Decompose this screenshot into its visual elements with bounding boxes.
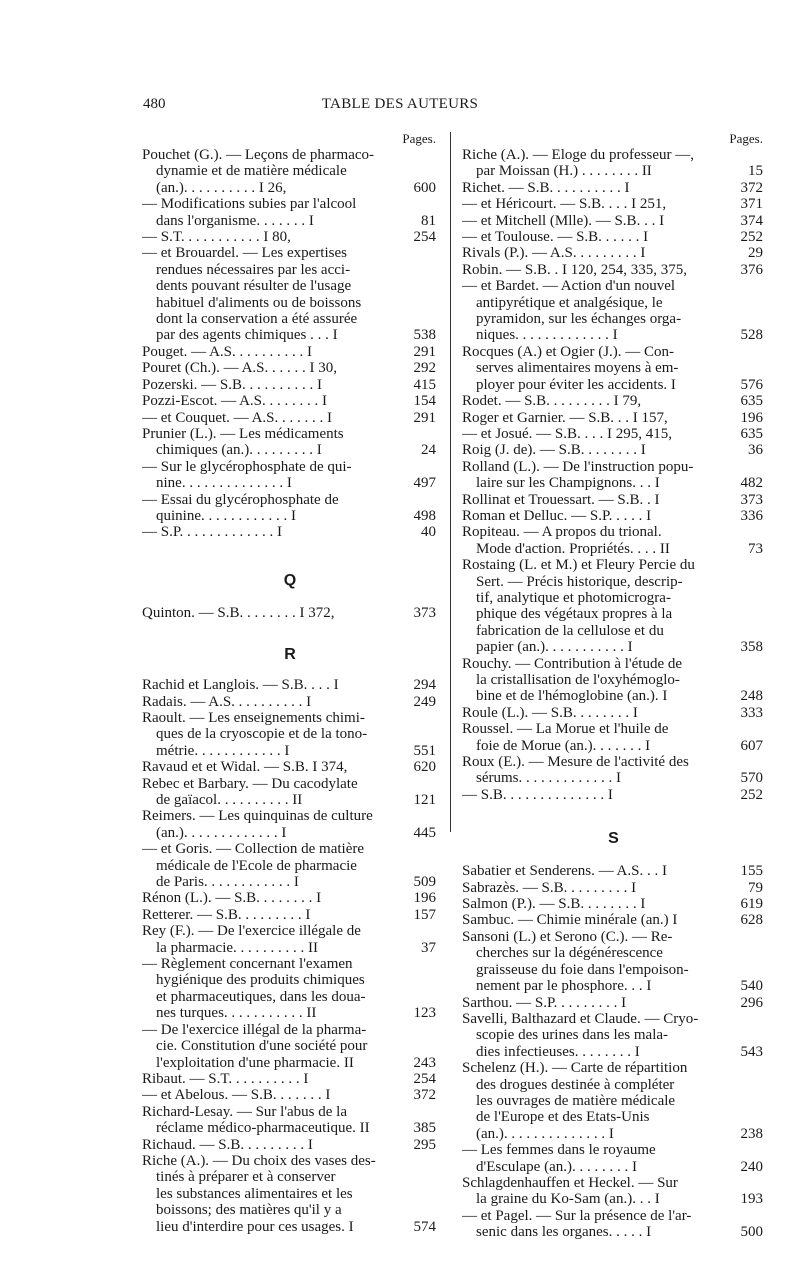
entry-text-line: métrie. . . . . . . . . . . . I <box>156 742 290 759</box>
entry-page-number: 333 <box>740 704 763 721</box>
index-entry <box>142 677 438 693</box>
entry-text-line: (an.). . . . . . . . . . I 26, <box>156 179 287 196</box>
index-entry <box>462 262 765 278</box>
index-entry <box>142 776 438 809</box>
entry-text-line: de l'Europe et des Etats-Unis <box>476 1109 650 1126</box>
entry-text-line: Mode d'action. Propriétés. . . . II <box>476 540 670 557</box>
index-entry <box>142 492 438 525</box>
entry-page-number: 635 <box>740 425 763 442</box>
entry-page-number: 196 <box>413 890 436 907</box>
index-entry <box>462 229 765 245</box>
entry-text-line: — et Couquet. — A.S. . . . . . . I <box>142 409 332 426</box>
entry-page-number: 482 <box>740 475 763 492</box>
right-column <box>462 131 765 1241</box>
index-entry <box>142 890 438 906</box>
entry-page-number: 73 <box>748 540 763 557</box>
entries-block-r-left <box>142 677 438 1235</box>
index-entry <box>142 907 438 923</box>
entry-text-line: de Paris. . . . . . . . . . . . I <box>156 874 299 891</box>
entry-text-line: Radais. — A.S. . . . . . . . . . I <box>142 693 312 710</box>
entry-page-number: 635 <box>740 393 763 410</box>
index-entry <box>142 1104 438 1137</box>
entry-text-line: — Les femmes dans le royaume <box>462 1142 656 1159</box>
entry-text-line: Pouget. — A.S. . . . . . . . . . I <box>142 343 313 360</box>
entry-page-number: 619 <box>740 896 763 913</box>
entry-text-line: par Moissan (H.) . . . . . . . . II <box>476 163 652 180</box>
index-entry <box>462 863 765 879</box>
index-entry <box>142 956 438 1022</box>
index-entry <box>142 1087 438 1103</box>
entry-text-line: d'Esculape (an.). . . . . . . . I <box>476 1158 637 1175</box>
entry-text-line: les substances alimentaires et les <box>156 1185 353 1202</box>
entry-page-number: 123 <box>413 1005 436 1022</box>
index-entry <box>142 393 438 409</box>
index-entry <box>142 360 438 376</box>
section-letter-s: S <box>608 830 619 848</box>
entry-text-line: médicale de l'Ecole de pharmacie <box>156 857 357 874</box>
entry-text-line: Sambuc. — Chimie minérale (an.) I <box>462 912 678 929</box>
entry-page-number: 336 <box>740 507 763 524</box>
entry-text-line: Rouchy. — Contribution à l'étude de <box>462 655 683 672</box>
entry-page-number: 254 <box>413 1070 436 1087</box>
index-entry <box>462 557 765 655</box>
entry-text-line: dents pouvant résulter de l'usage <box>156 278 352 295</box>
entry-text-line: — et Abelous. — S.B. . . . . . . I <box>142 1087 331 1104</box>
entry-text-line: (an.). . . . . . . . . . . . . . I <box>476 1125 614 1142</box>
index-entry <box>142 524 438 540</box>
entry-text-line: Schelenz (H.). — Carte de répartition <box>462 1060 688 1077</box>
entry-text-line: habituel d'aliments ou de boissons <box>156 294 362 311</box>
entry-page-number: 358 <box>740 639 763 656</box>
entry-page-number: 292 <box>413 360 436 377</box>
entry-page-number: 240 <box>740 1158 763 1175</box>
entry-page-number: 24 <box>421 442 436 459</box>
index-entry <box>142 377 438 393</box>
index-entry <box>142 808 438 841</box>
entry-text-line: la graine du Ko-Sam (an.). . . I <box>476 1191 660 1208</box>
entry-text-line: nes turques. . . . . . . . . . . II <box>156 1005 317 1022</box>
entry-text-line: — et Goris. — Collection de matière <box>142 841 365 858</box>
entry-page-number: 373 <box>740 491 763 508</box>
entries-block-q <box>142 605 438 621</box>
entry-text-line: — et Brouardel. — Les expertises <box>142 245 347 262</box>
entry-text-line: — Modifications subies par l'alcool <box>142 196 357 213</box>
entry-text-line: Riche (A.). — Du choix des vases des- <box>142 1152 376 1169</box>
index-entry <box>142 694 438 710</box>
entry-text-line: dans l'organisme. . . . . . . I <box>156 212 314 229</box>
entry-text-line: chimiques (an.). . . . . . . . . I <box>156 442 322 459</box>
entry-text-line: boissons; des matières qu'il y a <box>156 1202 342 1219</box>
entry-text-line: Pozerski. — S.B. . . . . . . . . . I <box>142 376 322 393</box>
entry-text-line: Rodet. — S.B. . . . . . . . . I 79, <box>462 393 642 410</box>
index-entry <box>142 1153 438 1235</box>
entry-text-line: Reimers. — Les quinquinas de culture <box>142 808 373 825</box>
entry-text-line: Raoult. — Les enseignements chimi- <box>142 709 365 726</box>
entry-page-number: 296 <box>740 994 763 1011</box>
entry-text-line: scopie des urines dans les mala- <box>476 1027 669 1044</box>
running-title: TABLE DES AUTEURS <box>321 96 479 112</box>
entry-page-number: 252 <box>740 229 763 246</box>
index-entry <box>142 1071 438 1087</box>
entry-text-line: Rebec et Barbary. — Du cacodylate <box>142 775 358 792</box>
index-entry <box>142 841 438 890</box>
entry-text-line: — S.T. . . . . . . . . . . I 80, <box>142 229 291 246</box>
entry-text-line: des drogues destinée à compléter <box>476 1076 675 1093</box>
entry-page-number: 254 <box>413 229 436 246</box>
index-entry <box>142 710 438 759</box>
entry-text-line: pyramidon, sur les échanges orga- <box>476 311 682 328</box>
index-entry <box>462 492 765 508</box>
entry-page-number: 238 <box>740 1125 763 1142</box>
entry-text-line: Sansoni (L.) et Serono (C.). — Re- <box>462 928 673 945</box>
entry-page-number: 376 <box>740 261 763 278</box>
index-entry <box>462 1175 765 1208</box>
entry-text-line: nine. . . . . . . . . . . . . . I <box>156 475 292 492</box>
entry-page-number: 576 <box>740 376 763 393</box>
entry-text-line: Ravaud et et Widal. — S.B. I 374, <box>142 759 348 776</box>
entry-page-number: 373 <box>413 604 436 621</box>
entry-text-line: dynamie et de matière médicale <box>156 163 347 180</box>
index-entry <box>462 912 765 928</box>
entry-text-line: ployer pour éviter les accidents. I <box>476 376 676 393</box>
entry-text-line: Roussel. — La Morue et l'huile de <box>462 721 669 738</box>
pages-column-label: Pages. <box>729 131 763 146</box>
entry-page-number: 509 <box>413 874 436 891</box>
entry-page-number: 445 <box>413 824 436 841</box>
index-entry <box>462 995 765 1011</box>
index-entry <box>462 213 765 229</box>
entry-page-number: 193 <box>740 1191 763 1208</box>
entry-text-line: cie. Constitution d'une société pour <box>156 1038 368 1055</box>
entry-text-line: Sabrazès. — S.B. . . . . . . . . I <box>462 879 637 896</box>
index-entry <box>462 656 765 705</box>
index-entry <box>462 508 765 524</box>
left-column <box>142 131 438 1235</box>
index-entry <box>462 754 765 787</box>
index-entry <box>462 344 765 393</box>
entry-page-number: 372 <box>413 1087 436 1104</box>
page-number: 480 <box>143 96 166 112</box>
entry-page-number: 157 <box>413 906 436 923</box>
entry-page-number: 497 <box>413 475 436 492</box>
entry-text-line: hygiénique des produits chimiques <box>156 972 365 989</box>
section-letter-r: R <box>284 646 296 664</box>
entry-text-line: et pharmaceutiques, dans les doua- <box>156 988 366 1005</box>
index-entry <box>142 1022 438 1071</box>
entry-page-number: 415 <box>413 376 436 393</box>
entry-text-line: Roger et Garnier. — S.B. . . I 157, <box>462 409 668 426</box>
index-entry <box>462 147 765 180</box>
column-divider <box>450 132 451 832</box>
entry-text-line: Roman et Delluc. — S.P. . . . . I <box>462 507 652 524</box>
entry-page-number: 574 <box>413 1218 436 1235</box>
entry-text-line: Rachid et Langlois. — S.B. . . . I <box>142 677 339 694</box>
entry-text-line: la cristallisation de l'oxyhémoglo- <box>476 672 680 688</box>
index-entry <box>462 524 765 557</box>
entry-text-line: lieu d'interdire pour ces usages. I <box>156 1218 354 1235</box>
index-entry <box>142 605 438 621</box>
index-entry <box>462 459 765 492</box>
entry-page-number: 40 <box>421 524 436 541</box>
entry-text-line: — De l'exercice illégal de la pharma- <box>142 1021 367 1038</box>
entry-text-line: — et Bardet. — Action d'un nouvel <box>462 278 676 295</box>
entry-page-number: 252 <box>740 786 763 803</box>
index-entry <box>462 721 765 754</box>
entry-page-number: 570 <box>740 770 763 787</box>
entry-text-line: réclame médico-pharmaceutique. II <box>156 1120 370 1137</box>
index-entry <box>462 787 765 803</box>
entry-text-line: nement par le phosphore. . . I <box>476 978 652 995</box>
index-entry <box>142 759 438 775</box>
entry-text-line: — Règlement concernant l'examen <box>142 956 353 973</box>
entry-text-line: Sert. — Précis historique, descrip- <box>476 573 683 590</box>
entry-text-line: Pouchet (G.). — Leçons de pharmaco- <box>142 147 375 163</box>
entry-page-number: 628 <box>740 912 763 929</box>
entry-page-number: 294 <box>413 677 436 694</box>
index-entry <box>142 426 438 459</box>
entry-text-line: par des agents chimiques . . . I <box>156 327 338 344</box>
entry-page-number: 81 <box>421 212 436 229</box>
entry-text-line: Roux (E.). — Mesure de l'activité des <box>462 754 689 771</box>
entry-text-line: Savelli, Balthazard et Claude. — Cryo- <box>462 1010 699 1027</box>
entry-text-line: Roule (L.). — S.B. . . . . . . . I <box>462 704 638 721</box>
entry-page-number: 196 <box>740 409 763 426</box>
entry-text-line: Roig (J. de). — S.B. . . . . . . . I <box>462 442 646 459</box>
entry-text-line: senic dans les organes. . . . . I <box>476 1224 652 1241</box>
pages-column-label: Pages. <box>402 131 436 146</box>
entry-text-line: bine et de l'hémoglobine (an.). I <box>476 688 668 705</box>
entry-text-line: Riche (A.). — Eloge du professeur —, <box>462 147 695 163</box>
entry-text-line: Rostaing (L. et M.) et Fleury Percie du <box>462 557 695 574</box>
entry-text-line: rendues nécessaires par les acci- <box>156 261 351 278</box>
entry-text-line: cherches sur la dégénérescence <box>476 945 663 962</box>
index-entry <box>462 196 765 212</box>
entry-page-number: 79 <box>748 879 763 896</box>
entry-text-line: Pouret (Ch.). — A.S. . . . . . I 30, <box>142 360 337 377</box>
entry-page-number: 385 <box>413 1120 436 1137</box>
entry-text-line: Rivals (P.). — A.S. . . . . . . . . I <box>462 245 646 262</box>
entry-text-line: fabrication de la cellulose et du <box>476 622 664 639</box>
index-entry <box>142 459 438 492</box>
entry-text-line: dies infectieuses. . . . . . . . I <box>476 1043 640 1060</box>
index-entry <box>142 1137 438 1153</box>
entry-text-line: Richaud. — S.B. . . . . . . . . I <box>142 1136 313 1153</box>
entry-text-line: serves alimentaires moyens à em- <box>476 360 679 377</box>
entry-page-number: 291 <box>413 343 436 360</box>
index-entry <box>462 705 765 721</box>
entry-text-line: de gaïacol. . . . . . . . . . II <box>156 792 303 808</box>
index-entry <box>142 229 438 245</box>
entry-text-line: ques de la cryoscopie et de la tono- <box>156 726 368 743</box>
entry-text-line: Rolland (L.). — De l'instruction popu- <box>462 458 694 475</box>
entry-text-line: Richard-Lesay. — Sur l'abus de la <box>142 1103 348 1120</box>
index-entry <box>142 147 438 196</box>
entry-text-line: Ribaut. — S.T. . . . . . . . . . I <box>142 1070 309 1087</box>
entry-text-line: — et Pagel. — Sur la présence de l'ar- <box>462 1207 692 1224</box>
entries-block-s <box>462 863 765 1240</box>
entry-text-line: Prunier (L.). — Les médicaments <box>142 425 344 442</box>
entry-text-line: Rénon (L.). — S.B. . . . . . . . I <box>142 890 322 907</box>
index-entry <box>462 180 765 196</box>
entry-page-number: 249 <box>413 693 436 710</box>
entry-text-line: — et Toulouse. — S.B. . . . . . I <box>462 229 649 246</box>
index-entry <box>462 880 765 896</box>
entry-text-line: (an.). . . . . . . . . . . . . I <box>156 824 287 841</box>
entry-text-line: foie de Morue (an.). . . . . . . I <box>476 737 651 754</box>
entry-text-line: laire sur les Champignons. . . I <box>476 475 660 492</box>
entry-text-line: Richet. — S.B. . . . . . . . . . I <box>462 179 630 196</box>
entry-page-number: 607 <box>740 737 763 754</box>
index-entry <box>142 923 438 956</box>
entry-page-number: 295 <box>413 1136 436 1153</box>
entries-block-r-right <box>462 147 765 803</box>
entry-text-line: — S.B. . . . . . . . . . . . . . I <box>462 786 613 803</box>
entry-text-line: sérums. . . . . . . . . . . . . I <box>476 770 621 787</box>
entry-page-number: 500 <box>740 1224 763 1241</box>
index-entry <box>462 410 765 426</box>
entry-text-line: Rocques (A.) et Ogier (J.). — Con- <box>462 343 675 360</box>
index-entry <box>462 896 765 912</box>
entry-text-line: les ouvrages de matière médicale <box>476 1092 676 1109</box>
entry-text-line: phique des végétaux propres à la <box>476 606 673 623</box>
section-letter-q: Q <box>283 571 297 589</box>
index-entry <box>142 196 438 229</box>
entry-text-line: Quinton. — S.B. . . . . . . . I 372, <box>142 604 335 621</box>
entry-text-line: — Essai du glycérophosphate de <box>142 491 339 508</box>
index-entry <box>142 410 438 426</box>
entry-page-number: 600 <box>413 179 436 196</box>
entry-text-line: graisseuse du foie dans l'empoison- <box>476 961 689 978</box>
entry-page-number: 248 <box>740 688 763 705</box>
entry-text-line: la pharmacie. . . . . . . . . . II <box>156 939 319 956</box>
entry-page-number: 15 <box>748 163 763 180</box>
entry-text-line: Retterer. — S.B. . . . . . . . . I <box>142 906 311 923</box>
entry-text-line: Sarthou. — S.P. . . . . . . . . I <box>462 994 627 1011</box>
entry-text-line: Sabatier et Senderens. — A.S. . . I <box>462 863 667 880</box>
entry-page-number: 29 <box>748 245 763 262</box>
entry-text-line: — Sur le glycérophosphate de qui- <box>142 458 352 475</box>
entry-text-line: — S.P. . . . . . . . . . . . . I <box>142 524 283 541</box>
entry-text-line: Schlagdenhauffen et Heckel. — Sur <box>462 1174 678 1191</box>
entry-page-number: 155 <box>740 863 763 880</box>
entry-text-line: papier (an.). . . . . . . . . . . I <box>476 639 633 656</box>
index-entry <box>142 344 438 360</box>
entry-text-line: antipyrétique et analgésique, le <box>476 294 663 311</box>
page-header <box>0 96 800 120</box>
entry-text-line: Rey (F.). — De l'exercice illégale de <box>142 923 361 940</box>
entry-page-number: 551 <box>413 742 436 759</box>
index-entry <box>462 1208 765 1241</box>
entry-text-line: — et Mitchell (Mlle). — S.B. . . I <box>462 212 665 229</box>
entry-page-number: 154 <box>413 393 436 410</box>
entry-page-number: 620 <box>413 759 436 776</box>
entry-page-number: 36 <box>748 442 763 459</box>
entry-page-number: 543 <box>740 1043 763 1060</box>
entry-page-number: 37 <box>421 939 436 956</box>
entry-page-number: 371 <box>740 196 763 213</box>
entry-page-number: 374 <box>740 212 763 229</box>
index-entry <box>462 442 765 458</box>
entry-text-line: — et Josué. — S.B. . . . I 295, 415, <box>462 425 672 442</box>
entry-text-line: dont la conservation a été assurée <box>156 311 358 328</box>
index-entry <box>462 1142 765 1175</box>
entry-page-number: 498 <box>413 507 436 524</box>
entry-page-number: 528 <box>740 327 763 344</box>
entry-text-line: tinés à préparer et à conserver <box>156 1169 336 1186</box>
entry-text-line: Rollinat et Trouessart. — S.B. . I <box>462 491 660 508</box>
entry-text-line: Salmon (P.). — S.B. . . . . . . . I <box>462 896 646 913</box>
index-entry <box>462 245 765 261</box>
entry-text-line: Robin. — S.B. . I 120, 254, 335, 375, <box>462 261 688 278</box>
entry-page-number: 538 <box>413 327 436 344</box>
index-entry <box>462 929 765 995</box>
entry-page-number: 243 <box>413 1054 436 1071</box>
entry-text-line: niques. . . . . . . . . . . . . I <box>476 327 618 344</box>
entry-page-number: 540 <box>740 978 763 995</box>
entry-text-line: quinine. . . . . . . . . . . . I <box>156 507 296 524</box>
entry-page-number: 372 <box>740 179 763 196</box>
entry-text-line: Ropiteau. — A propos du trional. <box>462 524 662 541</box>
index-entry <box>462 278 765 344</box>
entry-page-number: 121 <box>413 792 436 808</box>
index-entry <box>462 1011 765 1060</box>
entry-text-line: l'exploitation d'une pharmacie. II <box>156 1054 354 1071</box>
entry-text-line: tif, analytique et photomicrogra- <box>476 589 671 606</box>
index-entry <box>462 1060 765 1142</box>
entries-block-p <box>142 147 438 541</box>
index-entry <box>462 393 765 409</box>
entry-text-line: Pozzi-Escot. — A.S. . . . . . . . I <box>142 393 327 410</box>
index-entry <box>462 426 765 442</box>
index-entry <box>142 245 438 343</box>
entry-text-line: — et Héricourt. — S.B. . . . I 251, <box>462 196 667 213</box>
entry-page-number: 291 <box>413 409 436 426</box>
